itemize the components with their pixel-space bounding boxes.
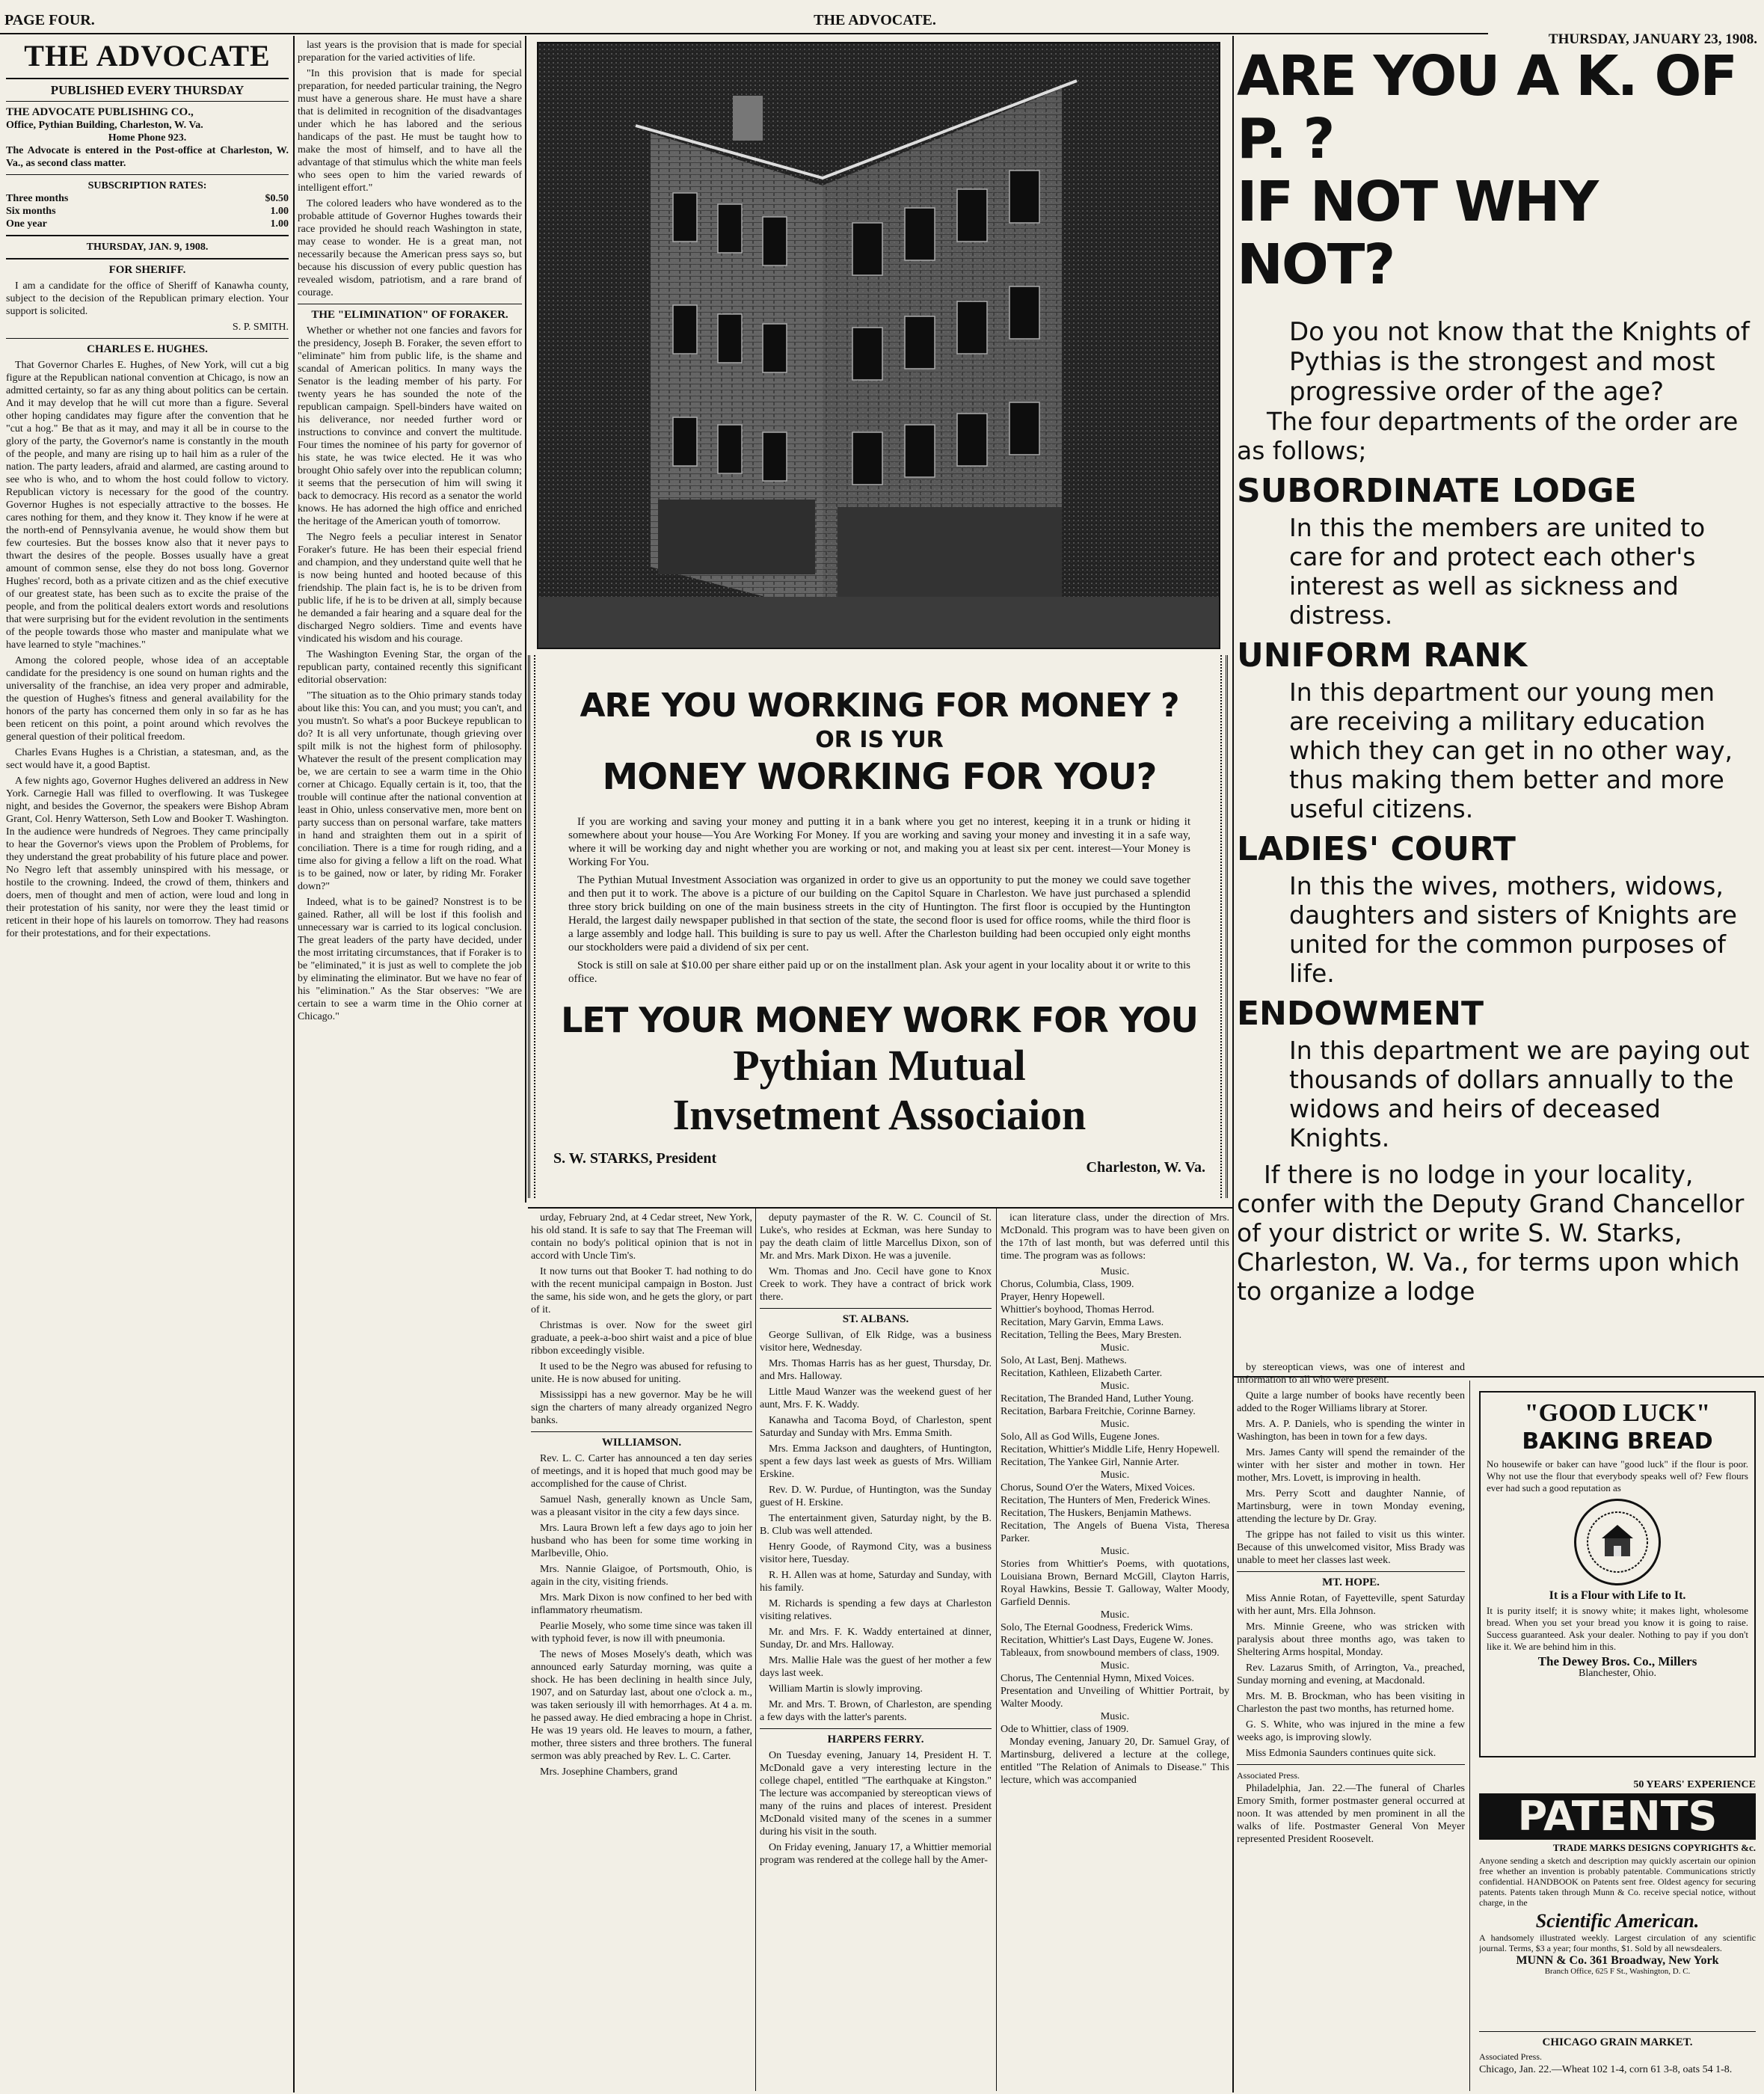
section-text: In this the wives, mothers, widows, daughters and sisters of Knights are united for the common purposes of life. [1289, 871, 1737, 988]
albans-item: Little Maud Wanzer was the weekend guest of her aunt, Mrs. F. K. Waddy. [760, 1387, 992, 1410]
dateline: THURSDAY, JAN. 9, 1908. [86, 242, 209, 253]
patents-years: 50 YEARS' EXPERIENCE [1633, 1780, 1756, 1790]
cta-line: LET YOUR MONEY WORK FOR YOU [561, 1000, 1198, 1040]
column-3-lower [531, 1212, 752, 2091]
note-paragraph: Mrs. A. P. Daniels, who is spending the winter in Washington, has been in town for a few days. [1237, 1419, 1465, 1443]
note-paragraph: The grippe has not failed to visit us this winter. Because of this unwelcomed visitor, Miss Brady was unable to meet her classes last week. [1237, 1529, 1465, 1566]
note-paragraph: Mrs. James Canty will spend the remainder of the winter with her sister and mother in town. Her mother, Mrs. Lovett, is improving in health. [1237, 1447, 1465, 1484]
williamson-heading: WILLIAMSON. [601, 1437, 682, 1449]
rule [1237, 1764, 1465, 1765]
grain-heading: CHICAGO GRAIN MARKET. [1542, 2036, 1693, 2048]
rule [6, 235, 289, 236]
patents-body-2: A handsomely illustrated weekly. Largest circulation of any scientific journal. Terms, $3 a year; four months, $1. Sold by all newsdealers. [1479, 1932, 1756, 1953]
program-item: Tableaux, from snowbound members of class, 1909. [1001, 1648, 1220, 1659]
rule [6, 338, 289, 339]
ad-paragraph: If you are working and saving your money and putting it in a bank where you get no interest, keeping it in a trunk or hiding it somewhere about your house—You Are Working For Money. If you are working and saving your money and investing it in a safe way, where it will be working day and night whether you are working or not, and making you at least six per cent. interest—Your Money is Working For You. [568, 816, 1190, 868]
albans-item: William Martin is slowly improving. [769, 1683, 923, 1695]
foraker-paragraph: The Negro feels a peculiar interest in Senator Foraker's future. He has been their especial friend and champion, and they understand quite well that he is now being hunted and hooted because of this friendship. The plain fact is, he is to be driven from public life, if he is to be driven at all, simply because he demanded a fair hearing and a square deal for the discharged Negro soldiers. Time and events have vindicated his wisdom and his courage. [298, 532, 522, 645]
section-title: SUBORDINATE LODGE [1237, 472, 1637, 510]
albans-item: George Sullivan, of Elk Ridge, was a business visitor here, Wednesday. [760, 1330, 992, 1354]
phone: Home Phone 923. [108, 132, 187, 144]
mill-icon [1584, 1508, 1651, 1576]
williamson-item: The news of Moses Mosely's death, which was announced early Saturday morning, was quite a shock. He has been declining in health since July, 1907, and on Saturday last, about one o'clock a. m., was taken seriously ill with hemorrhages. At 4 a. m. he passed away. He died embracing a hope in Christ. He was 19 years old. He leaves to mourn, a father, mother, three sisters and three brothers. The funeral sermon was ably preached by Rev. L. C. Carter. [531, 1649, 752, 1762]
williamson-item: Mrs. Mark Dixon is now confined to her bed with inflammatory rheumatism. [531, 1592, 752, 1616]
hughes-paragraph: A few nights ago, Governor Hughes delivered an address in New York. Carnegie Hall was filled to overflowing. It was Tuskegee night, and besides the Governor, the speakers were Bishop Abram Grant, Col. Henry Watterson, Seth Low and Booker T. Washington. In the audience were hundreds of Negroes. They came principally to hear the Governor's views upon the Problem of Problems, for they understand the great probability of his future place and power. No Negro left that assembly uninspired with his message, or hostile to the crowning. Indeed, the crowd of them, thinkers and doers, men of thought and men of action, were loud and long in their protestation of his sanity, nor were they the least timid or reticent in their hope of his laurels on tomorrow. They had reasons for their protestations, and for their expectations. [6, 776, 289, 939]
note-paragraph: urday, February 2nd, at 4 Cedar street, New York, his old stand. It is safe to say that The Freeman will contain no body's political opinion that is not in accord with Uncle Tim's. [531, 1212, 752, 1262]
albans-item: Mr. and Mrs. F. K. Waddy entertained at dinner, Sunday, Dr. and Mrs. Halloway. [760, 1627, 992, 1651]
column-6-lower [1237, 1361, 1465, 2091]
note-paragraph: Mississippi has a new governor. May be he will sign the charters of many already organized Negro banks. [531, 1390, 752, 1426]
hope-item: G. S. White, who was injured in the mine a few weeks ago, is improving slowly. [1237, 1719, 1465, 1743]
program-intro: ican literature class, under the direction of Mrs. McDonald. This program was to have been given on the 17th of last month, but was deferred until this time. The program was as follows: [1001, 1212, 1229, 1262]
program-item: Recitation, Mary Garvin, Emma Laws. [1001, 1317, 1164, 1328]
masthead-right: THURSDAY, JANUARY 23, 1908. [1548, 31, 1757, 47]
hughes-paragraph: Among the colored people, whose idea of an acceptable candidate for the presidency is one sound on human rights and the universality of the franchise, an idea very proper and admirable, the question of Hughes's fitness and general availability for the honors of the party has concerned them only in so far as he has been reticent on this point, a point around which revolves the general question of their political freedom. [6, 655, 289, 743]
bread-title-1: "GOOD LUCK" [1524, 1399, 1711, 1427]
assoc-press: Associated Press. [1237, 1770, 1300, 1781]
rule [760, 1728, 992, 1729]
ad-border-right [1220, 655, 1228, 1198]
program-item: Music. [1100, 1660, 1130, 1671]
hope-item: Miss Edmonia Saunders continues quite sick. [1246, 1748, 1436, 1759]
note-paragraph: Wm. Thomas and Jno. Cecil have gone to Knox Creek to work. They have a contract of brick work there. [760, 1266, 992, 1303]
hughes-paragraph: That Governor Charles E. Hughes, of New York, will cut a big figure at the Republican national convention at Chicago, is now an admitted certainty, so far as any thing about politics can be certain. And it may develop that he will cut more than a figure. Several other hoping candidates may figure after the convention that he "cut a hog." Be that as it may, and may it all be in course to the glory of the party, the Governor's name is constantly in the mouth of the people, and many are rising up to hail him as a ruler of the nation. The party leaders, afraid and alarmed, are casting around to see who is who, and to whom the host could follow to victory. Republican victory is necessary for the good of the country. Governor Hughes is not especially attractive to the bosses. He cares nothing for them, and they know it. They know if he were at the north-end of Pennsylvania avenue, he would show them but few courtesies. But the bosses know also that it never pays to thwart the desires of the people. Bosses usually have a great amount of common sense, else they do not boss long. Governor Hughes' record, both as a private citizen and as the chief executive of our greatest state, has been such as to excite the praise of the people, and from the political dealers extort words and resolutions that were surprising but for the evident revolution in the sentiments of the people towards those who master and manipulate what we have learned to style "machines." [6, 360, 289, 651]
ad-paragraph: The Pythian Mutual Investment Association was organized in order to give us an opportunity to put the money we could save together and then put it to work. The above is a picture of our building on the Capitol Square in Charleston. We have just purchased a splendid three story brick building on one of the main business streets in the city of Huntington. The first floor is occupied by the Huntington Herald, the largest daily newspaper published in that section of the state, the second floor is used for office rooms, while the third floor is a large assembly and lodge hall. This building is sure to pay us well. After the Charleston building had been occupied only eight months our stockholders were paid a dividend of six per cent. [568, 874, 1190, 954]
program-item: Recitation, Telling the Bees, Mary Bresten. [1001, 1330, 1182, 1341]
mt-hope-heading: MT. HOPE. [1322, 1576, 1380, 1588]
hope-item: Miss Annie Rotan, of Fayetteville, spent Saturday with her aunt, Mrs. Ella Johnson. [1237, 1593, 1465, 1617]
col-divider-6 [1469, 1381, 1470, 2091]
rates-row [6, 205, 289, 218]
column-4-lower [760, 1212, 992, 2091]
program-item: Chorus, The Centennial Hymn, Mixed Voices. [1001, 1673, 1194, 1684]
kofp-ad [1237, 45, 1760, 1346]
rule [6, 174, 289, 175]
hope-item: Rev. Lazarus Smith, of Arrington, Va., preached, Sunday morning and evening, at Macdonald. [1237, 1662, 1465, 1686]
section-text: In this the members are united to care for and protect each other's interest as well as sickness and distress. [1289, 513, 1706, 630]
williamson-item: Samuel Nash, generally known as Uncle Sam, was a pleasant visitor in the city a few days since. [531, 1494, 752, 1518]
col-divider-2 [525, 36, 526, 1203]
williamson-item: Mrs. Nannie Glaigoe, of Portsmouth, Ohio, is again in the city, visiting friends. [531, 1564, 752, 1588]
section-title: LADIES' COURT [1237, 830, 1516, 868]
note-paragraph: Mrs. Perry Scott and daughter Nannie, of Martinsburg, were in town Monday evening, attending the lecture by Dr. Gray. [1237, 1488, 1465, 1525]
kofp-closing: If there is no lodge in your locality, confer with the Deputy Grand Chancellor of your district or write S. W. Starks, Charleston, W. Va., for terms upon which to organize a lodge [1237, 1160, 1745, 1306]
masthead-left: PAGE FOUR. [4, 12, 95, 28]
rates-term: One year [6, 218, 47, 230]
rates-row [6, 218, 289, 230]
rule [760, 1308, 992, 1309]
rates-row [6, 192, 289, 205]
column-1 [6, 39, 289, 2092]
headline-working: ARE YOU WORKING FOR MONEY ? [580, 687, 1179, 725]
williamson-item: Mrs. Laura Brown left a few days ago to join her husband who has been for some time working in Marlbeville, Ohio. [531, 1523, 752, 1559]
program-item: Solo, The Eternal Goodness, Frederick Wims. [1001, 1622, 1193, 1633]
rule [1479, 2031, 1756, 2032]
col-divider-3 [1232, 36, 1234, 2093]
column-2 [298, 39, 522, 1206]
program-item: Solo, At Last, Benj. Mathews. [1001, 1355, 1127, 1366]
albans-item: Mr. and Mrs. T. Brown, of Charleston, are spending a few days with the latter's parents. [760, 1699, 992, 1723]
note-paragraph: It now turns out that Booker T. had nothing to do with the recent municipal campaign in Boston. Just the same, his side won, and he gets the glory, or part of it. [531, 1266, 752, 1315]
program-item: Recitation, Barbara Freitchie, Corinne Barney. [1001, 1406, 1196, 1417]
note-paragraph: Christmas is over. Now for the sweet girl graduate, a peek-a-boo shirt waist and a pice of blue ribbon exceedingly visible. [531, 1320, 752, 1357]
bread-body: No housewife or baker can have "good luck" if the flour is poor. Why not use the flour that everybody speaks well of? Few flours ever had such a good reputation as [1487, 1458, 1748, 1493]
editorial-paragraph: "In this provision that is made for special preparation, for needed particular training, the Negro must have a generous share. He must have a share that is delimited in recognition of the disadvantages under which he has labored and the serious handicaps of the past. He must be taught how to make the most of himself, and to have all the advantage of that stimulus which the white man feels who sees open to him the varied rewards of intelligent effort." [298, 68, 522, 194]
program-item: Stories from Whittier's Poems, with quotations, Louisiana Brown, Bernard McGill, Clayton Harris, Royal Hawkins, Bessie T. Galloway, Walter Moody, Garfield Dennis. [1001, 1559, 1229, 1608]
rates-price: $0.50 [265, 193, 289, 204]
entered-notice: The Advocate is entered in the Post-office at Charleston, W. Va., as second class matter. [6, 145, 289, 169]
program-item: Solo, All as God Wills, Eugene Jones. [1001, 1431, 1160, 1443]
program-item: Chorus, Sound O'er the Waters, Mixed Voices. [1001, 1482, 1195, 1493]
rule [1237, 1571, 1465, 1572]
williamson-item: Rev. L. C. Carter has announced a ten day series of meetings, and it is hoped that much good may be accomplished for the cause of Christ. [531, 1453, 752, 1490]
building-illustration [538, 43, 1219, 648]
program-item: Recitation, The Branded Hand, Luther Young. [1001, 1393, 1194, 1404]
rates-term: Three months [6, 193, 69, 204]
williamson-item: Mrs. Josephine Chambers, grand [540, 1766, 677, 1778]
ferry-item: On Tuesday evening, January 14, President H. T. McDonald gave a very interesting lecture in the college chapel, entitled "The earthquake at Kingston." The lecture was accompanied by stereoptican views of many of the ruins and places of interest. President McDonald visited many of the scenes in a summer during his visit in the south. [760, 1750, 992, 1837]
bread-ad [1479, 1391, 1756, 1757]
bread-town: Blanchester, Ohio. [1578, 1668, 1657, 1679]
rule [6, 101, 289, 102]
patents-marks: TRADE MARKS DESIGNS COPYRIGHTS &c. [1552, 1842, 1756, 1853]
kofp-intro: Do you not know that the Knights of Pythias is the strongest and most progressive order of the age? [1289, 317, 1750, 407]
kofp-headline-2: IF NOT WHY NOT? [1237, 170, 1598, 297]
st-albans-heading: ST. ALBANS. [842, 1313, 909, 1325]
patents-ad [1479, 1780, 1756, 2019]
published-line: PUBLISHED EVERY THURSDAY [50, 83, 245, 97]
sheriff-text: I am a candidate for the office of Sheriff of Kanawha county, subject to the decision of the Republican primary election. Your support is solicited. [6, 280, 289, 317]
albans-item: M. Richards is spending a few days at Charleston visiting relatives. [760, 1598, 992, 1622]
program-item: Music. [1100, 1609, 1130, 1621]
program-item: Recitation, Whittier's Last Days, Eugene W. Jones. [1001, 1635, 1214, 1646]
program-item: Recitation, Kathleen, Elizabeth Carter. [1001, 1368, 1163, 1379]
sheriff-heading: FOR SHERIFF. [108, 264, 186, 276]
program-item: Music. [1100, 1711, 1130, 1722]
bread-title-2: BAKING BREAD [1522, 1428, 1713, 1455]
grain-market [1479, 2027, 1756, 2091]
ad-text [543, 658, 1216, 1197]
masthead-rule [0, 33, 1488, 34]
headline-money: MONEY WORKING FOR YOU? [602, 756, 1157, 798]
hughes-paragraph: Charles Evans Hughes is a Christian, a statesman, and, as the sect would have it, a good Baptist. [6, 747, 289, 771]
hope-item: Mrs. Minnie Greene, who was stricken with paralysis about three months ago, was taken to Sheltering Arms hospital, Monday. [1237, 1621, 1465, 1658]
albans-item: R. H. Allen was at home, Saturday and Sunday, with his family. [760, 1570, 992, 1594]
program-item: Music. [1100, 1342, 1130, 1354]
ferry-item: On Friday evening, January 17, a Whittier memorial program was rendered at the college hall by the Amer- [760, 1842, 992, 1866]
bread-maker: The Dewey Bros. Co., Millers [1537, 1654, 1697, 1668]
hughes-heading: CHARLES E. HUGHES. [87, 343, 208, 355]
program-item: Music. [1100, 1266, 1130, 1277]
section-title: UNIFORM RANK [1237, 636, 1528, 675]
investment-ad [528, 37, 1229, 1204]
foraker-heading: THE "ELIMINATION" OF FORAKER. [311, 309, 508, 321]
patents-body: Anyone sending a sketch and description may quickly ascertain our opinion free whether an invention is probably patentable. Communications strictly confidential. HANDBOOK on Patents sent free. Oldest agency for securing patents. Patents taken through Munn & Co. receive special notice, without charge, in the [1479, 1855, 1756, 1908]
note-paragraph: by stereoptican views, was one of interest and information to all who were present. [1237, 1362, 1465, 1386]
col-divider-5 [996, 1209, 997, 2091]
ad-footer [553, 1150, 1205, 1176]
sheriff-signature: S. P. SMITH. [232, 322, 289, 333]
bread-body-2: It is purity itself; it is snowy white; it makes light, wholesome bread. When you set your bread you know it is going to raise. Success guaranteed. Ask your dealer. Nothing to pay if you don't like it. We are behind him in this. [1487, 1605, 1748, 1652]
albans-item: Henry Goode, of Raymond City, was a business visitor here, Tuesday. [760, 1541, 992, 1565]
albans-item: Mrs. Mallie Hale was the guest of her mother a few days last week. [760, 1655, 992, 1679]
grain-text: Chicago, Jan. 22.—Wheat 102 1-4, corn 61 3-8, oats 54 1-8. [1479, 2064, 1733, 2075]
albans-item: Rev. D. W. Purdue, of Huntington, was the Sunday guest of H. Erskine. [760, 1484, 992, 1508]
albans-item: Mrs. Emma Jackson and daughters, of Huntington, spent a few days last week as guests of Mrs. William Erskine. [760, 1443, 992, 1480]
program-item: Recitation, The Angels of Buena Vista, Theresa Parker. [1001, 1520, 1229, 1544]
office: Office, Pythian Building, Charleston, W. Va. [6, 120, 203, 131]
section-title: ENDOWMENT [1237, 995, 1484, 1033]
program-item: Recitation, The Hunters of Men, Frederick Wines. [1001, 1495, 1211, 1506]
column-5-lower [1001, 1212, 1229, 2091]
editorial-paragraph: The colored leaders who have wondered as to the probable attitude of Governor Hughes towards their race provided he should reach Washington in state, may cease to wonder. He is a great man, not necessarily because the American press says so, but because his discussion of every public question has revealed wisdom, patriotism, and a rare brand of courage. [298, 198, 522, 298]
company-name-2: Invsetment Associaion [672, 1090, 1087, 1139]
bread-tagline: It is a Flour with Life to It. [1549, 1589, 1686, 1602]
rule [6, 258, 289, 260]
editorial-paragraph: last years is the provision that is made for special preparation for the varied activities of life. [298, 40, 522, 64]
program-item: Music. [1100, 1470, 1130, 1481]
patents-title: PATENTS [1479, 1793, 1756, 1840]
patents-sciam: Scientific American. [1535, 1910, 1700, 1932]
program-item: Recitation, The Huskers, Benjamin Mathews. [1001, 1508, 1192, 1519]
note-paragraph: deputy paymaster of the R. W. C. Council of St. Luke's, who resides at Eckman, was here Sunday to pay the death claim of little Marcellus Dixon, son of Mr. and Mrs. Mark Dixon. He was a juvenile. [760, 1212, 992, 1262]
program-item: Music. [1100, 1381, 1130, 1392]
albans-item: Kanawha and Tacoma Boyd, of Charleston, spent Saturday and Sunday with Mrs. Emma Smith. [760, 1415, 992, 1439]
rates-term: Six months [6, 206, 56, 217]
ad-body [568, 815, 1190, 986]
ad-paragraph: Stock is still on sale at $10.00 per share either paid up or on the installment plan. Ask your agent in your locality about it or write to this office. [568, 960, 1190, 985]
building-photo [537, 42, 1220, 649]
program-item: Prayer, Henry Hopewell. [1001, 1292, 1105, 1303]
company-name-1: Pythian Mutual [733, 1041, 1026, 1090]
publisher: THE ADVOCATE PUBLISHING CO., [6, 106, 194, 118]
program-item: Recitation, The Yankee Girl, Nannie Arter. [1001, 1457, 1179, 1468]
albans-item: The entertainment given, Saturday night, by the B. B. Club was well attended. [760, 1513, 992, 1537]
paper-title: THE ADVOCATE [24, 39, 271, 73]
bread-seal-icon [1574, 1499, 1661, 1585]
note-paragraph: Quite a large number of books have recently been added to the Roger Williams library at Storer. [1237, 1390, 1465, 1414]
president: S. W. STARKS, President [553, 1150, 717, 1167]
rule [531, 1431, 752, 1432]
note-paragraph: It used to be the Negro was abused for refusing to unite. He is now abused for uniting. [531, 1361, 752, 1385]
headline-or: OR IS YUR [815, 727, 944, 753]
rule [6, 78, 289, 79]
kofp-intro-2: The four departments of the order are as follows; [1237, 407, 1739, 465]
kofp-headline-1: ARE YOU A K. OF P. ? [1237, 45, 1736, 171]
rates-price: 1.00 [270, 218, 289, 230]
lecture-paragraph: Monday evening, January 20, Dr. Samuel Gray, of Martinsburg, delivered a lecture at the college, entitled "The Relation of Animals to Disease." This lecture, which was accompanied [1001, 1737, 1229, 1786]
program-item: Chorus, Columbia, Class, 1909. [1001, 1279, 1134, 1290]
program-item: Music. [1100, 1546, 1130, 1557]
rates-price: 1.00 [270, 206, 289, 217]
patents-munn: MUNN & Co. 361 Broadway, New York [1516, 1954, 1719, 1967]
ad-border-left [528, 655, 535, 1198]
foraker-paragraph: The Washington Evening Star, the organ of the republican party, contained recently this significant editorial observation: [298, 649, 522, 686]
hope-item: Mrs. M. B. Brockman, who has been visiting in Charleston the past two months, has returned home. [1237, 1691, 1465, 1715]
section-text: In this department we are paying out thousands of dollars annually to the widows and heirs of deceased Knights. [1289, 1036, 1750, 1152]
program-item: Whittier's boyhood, Thomas Herrod. [1001, 1304, 1155, 1315]
col-divider-1 [293, 36, 295, 2093]
patents-branch: Branch Office, 625 F St., Washington, D. C. [1544, 1967, 1691, 1976]
section-rule [528, 1207, 1232, 1209]
rates-title: SUBSCRIPTION RATES: [87, 180, 207, 191]
albans-item: Mrs. Thomas Harris has as her guest, Thursday, Dr. and Mrs. Halloway. [760, 1358, 992, 1382]
program-item: Ode to Whittier, class of 1909. [1001, 1724, 1129, 1735]
program-item: Music. [1100, 1419, 1130, 1430]
section-text: In this department our young men are receiving a military education which they can get in no other way, thus making them better and more useful citizens. [1289, 678, 1733, 823]
foraker-paragraph: Whether or whether not one fancies and favors for the presidency, Joseph B. Foraker, the seven effort to "eliminate" him from public life, is the shame and scandal of American politics. In many ways the Senator is the leading member of his party. For twenty years he has sounded the note of the republican campaign. Spell-binders have waited on his deliverance, nor needed further word or instructions to convince and convert the multitude. Four times the nominee of his party for governor of his state, he was twice elected. He it was who brought Ohio safely over into the republican column; it seems that the persecution of him will swing it back to democracy. His record as a senator the world knows. He has adorned the high office and enriched the heritage of the American youth of tomorrow. [298, 325, 522, 527]
wire-item: Philadelphia, Jan. 22.—The funeral of Charles Emory Smith, former postmaster general occurred at noon. It was attended by men prominent in all the walks of life. Postmaster General Von Meyer represented President Roosevelt. [1237, 1783, 1465, 1845]
foraker-paragraph: "The situation as to the Ohio primary stands today about like this: You can, and you must; you can't, and you mustn't. So what's a poor Buckeye republican to do? It is all very unfortunate, though grieving over spilt milk is not the highest form of philosophy. Whatever the result of the present complication may be, we are certain to see a warm time in the Ohio corner at Chicago. Equally certain is it, too, that the trouble will continue after the national convention at least in Ohio, unless conservative men, more bent on party success than on personal warfare, take matters in hand and straighten them out in a spirit of conciliation. There is a time for rough riding, and a time also for giving a fellow a lift on the road. What is to be gained, now or later, by riding Mr. Foraker down?" [298, 690, 522, 892]
harpers-ferry-heading: HARPERS FERRY. [827, 1734, 924, 1745]
grain-assoc: Associated Press. [1479, 2051, 1542, 2062]
foraker-paragraph: Indeed, what is to be gained? Nonstrest is to be gained. Rather, all will be lost if this foolish and unnecessary war is carried to its logical conclusion. The great leaders of the party have decided, under the most irritating circumstances, that if Foraker is to be "eliminated," it is just as well to complete the job by eliminating the eliminator. But we have no fear of his "elimination." As the Star observes: "We are certain to see a warm time in the Ohio corner at Chicago." [298, 897, 522, 1022]
col-divider-4 [755, 1209, 756, 2091]
williamson-item: Pearlie Mosely, who some time since was taken ill with typhoid fever, is now ill with pneumonia. [531, 1621, 752, 1645]
program-item: Presentation and Unveiling of Whittier Portrait, by Walter Moody. [1001, 1686, 1229, 1710]
city: Charleston, W. Va. [1086, 1159, 1205, 1176]
program-item: Recitation, Whittier's Middle Life, Henry Hopewell. [1001, 1444, 1220, 1455]
masthead-center: THE ADVOCATE. [814, 12, 936, 28]
